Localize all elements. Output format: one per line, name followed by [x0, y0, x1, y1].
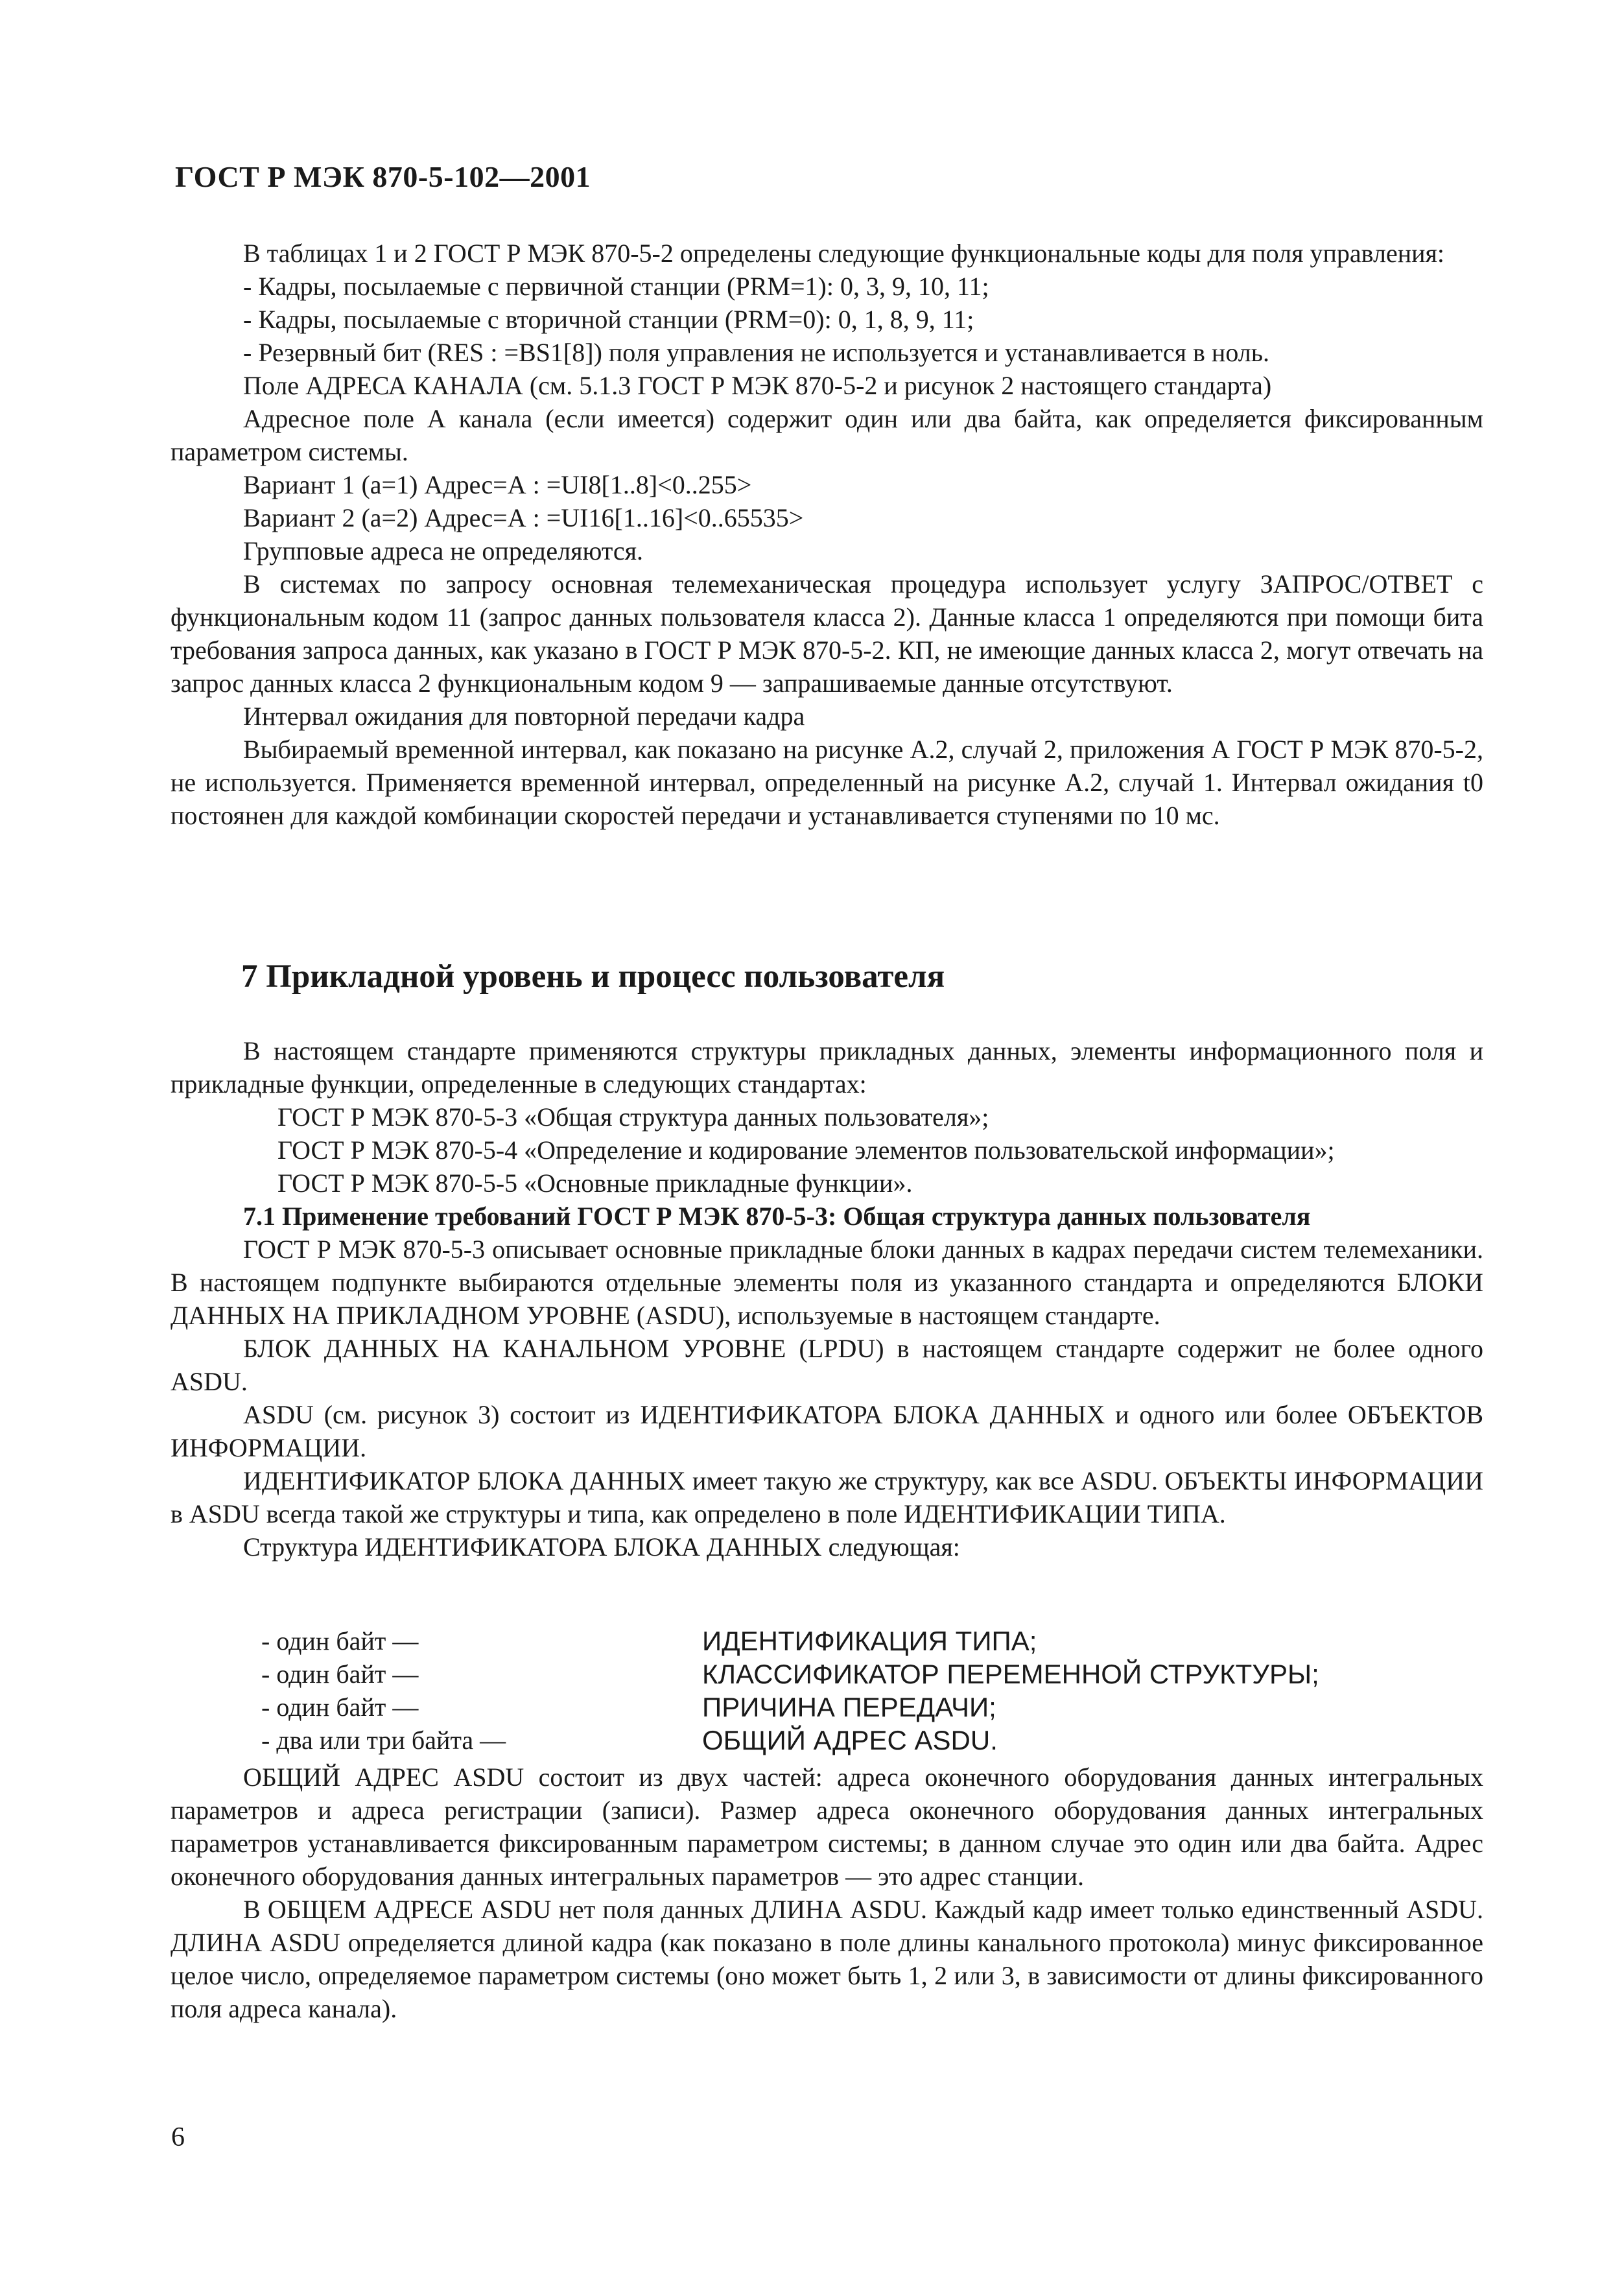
- structure-field: ИДЕНТИФИКАЦИЯ ТИПА;: [702, 1626, 1037, 1656]
- structure-row: [171, 1657, 1483, 1691]
- page-number: 6: [171, 2122, 185, 2152]
- reference-item: ГОСТ Р МЭК 870-5-5 «Основные прикладные функции».: [277, 1169, 913, 1198]
- structure-list: [171, 1624, 1483, 1757]
- paragraph: Вариант 1 (а=1) Адрес=А : =UI8[1..8]<0..255>: [243, 470, 752, 499]
- section-title: 7 Прикладной уровень и процесс пользователя: [241, 958, 945, 995]
- structure-field: ОБЩИЙ АДРЕС ASDU.: [702, 1725, 998, 1755]
- list-item: - Кадры, посылаемые с первичной станции (PRM=1): 0, 3, 9, 10, 11;: [243, 272, 989, 301]
- paragraph: Вариант 2 (а=2) Адрес=А : =UI16[1..16]<0..65535>: [243, 503, 804, 532]
- body-block-3: [171, 1761, 1483, 2025]
- paragraph: В настоящем стандарте применяются структуры прикладных данных, элементы информационного поля и прикладные функции, определенные в следующих стандартах:: [171, 1036, 1483, 1098]
- structure-size: - два или три байта —: [261, 1726, 506, 1755]
- body-block-2: [171, 1034, 1483, 1563]
- page-header: ГОСТ Р МЭК 870-5-102—2001: [175, 160, 591, 193]
- paragraph: БЛОК ДАННЫХ НА КАНАЛЬНОМ УРОВНЕ (LPDU) в настоящем стандарте содержит не более одного ASDU.: [171, 1334, 1483, 1396]
- structure-size: - один байт —: [261, 1692, 419, 1722]
- paragraph: В ОБЩЕМ АДРЕСЕ ASDU нет поля данных ДЛИНА ASDU. Каждый кадр имеет только единственный ASDU. ДЛИНА ASDU определяется длиной кадра (как показано в поле длины канального протокола) минус фиксированное целое число, определяемое параметром системы (оно может быть 1, 2 или 3, в зависимости от длины фиксированного поля адреса канала).: [171, 1895, 1483, 2023]
- list-item: - Резервный бит (RES : =BS1[8]) поля управления не используется и устанавливается в ноль.: [243, 338, 1270, 367]
- paragraph: Адресное поле А канала (если имеется) содержит один или два байта, как определяется фиксированным параметром системы.: [171, 404, 1483, 466]
- paragraph: ASDU (см. рисунок 3) состоит из ИДЕНТИФИКАТОРА БЛОКА ДАННЫХ и одного или более ОБЪЕКТОВ ИНФОРМАЦИИ.: [171, 1400, 1483, 1462]
- structure-size: - один байт —: [261, 1626, 419, 1656]
- paragraph: Групповые адреса не определяются.: [243, 536, 643, 565]
- paragraph: ОБЩИЙ АДРЕС ASDU состоит из двух частей: адреса оконечного оборудования данных интегральных параметров и адреса регистрации (записи). Размер адреса оконечного оборудования данных интегральных параметров устанавливается фиксированным параметром системы; в данном случае это один или два байта. Адрес оконечного оборудования данных интегральных параметров — это адрес станции.: [171, 1763, 1483, 1891]
- structure-row: [171, 1691, 1483, 1724]
- paragraph: Структура ИДЕНТИФИКАТОРА БЛОКА ДАННЫХ следующая:: [243, 1532, 960, 1562]
- reference-item: ГОСТ Р МЭК 870-5-3 «Общая структура данных пользователя»;: [277, 1102, 989, 1132]
- structure-row: [171, 1724, 1483, 1757]
- subsection-title: 7.1 Применение требований ГОСТ Р МЭК 870-5-3: Общая структура данных пользователя: [243, 1202, 1311, 1231]
- structure-size: - один байт —: [261, 1659, 419, 1689]
- paragraph: ИДЕНТИФИКАТОР БЛОКА ДАННЫХ имеет такую же структуру, как все ASDU. ОБЪЕКТЫ ИНФОРМАЦИИ в ASDU всегда такой же структуры и типа, как определено в поле ИДЕНТИФИКАЦИИ ТИПА.: [171, 1466, 1483, 1528]
- body-block-1: [171, 237, 1483, 832]
- structure-row: [171, 1624, 1483, 1657]
- paragraph: В системах по запросу основная телемеханическая процедура использует услугу ЗАПРОС/ОТВЕТ с функциональным кодом 11 (запрос данных пользователя класса 2). Данные класса 1 определяются при помощи бита требования запроса данных, как указано в ГОСТ Р МЭК 870-5-2. КП, не имеющие данных класса 2, могут отвечать на запрос данных класса 2 функциональным кодом 9 — запрашиваемые данные отсутствуют.: [171, 569, 1483, 698]
- structure-field: КЛАССИФИКАТОР ПЕРЕМЕННОЙ СТРУКТУРЫ;: [702, 1659, 1319, 1689]
- paragraph: Поле АДРЕСА КАНАЛА (см. 5.1.3 ГОСТ Р МЭК 870-5-2 и рисунок 2 настоящего стандарта): [243, 371, 1272, 400]
- reference-item: ГОСТ Р МЭК 870-5-4 «Определение и кодирование элементов пользовательской информации»;: [277, 1135, 1335, 1165]
- structure-field: ПРИЧИНА ПЕРЕДАЧИ;: [702, 1692, 996, 1722]
- paragraph: В таблицах 1 и 2 ГОСТ Р МЭК 870-5-2 определены следующие функциональные коды для поля управления:: [243, 239, 1445, 268]
- list-item: - Кадры, посылаемые с вторичной станции (PRM=0): 0, 1, 8, 9, 11;: [243, 305, 974, 334]
- paragraph: Выбираемый временной интервал, как показано на рисунке А.2, случай 2, приложения А ГОСТ Р МЭК 870-5-2, не используется. Применяется временной интервал, определенный на рисунке А.2, случай 1. Интервал ожидания t0 постоянен для каждой комбинации скоростей передачи и устанавливается ступенями по 10 мс.: [171, 735, 1483, 830]
- paragraph: ГОСТ Р МЭК 870-5-3 описывает основные прикладные блоки данных в кадрах передачи систем телемеханики. В настоящем подпункте выбираются отдельные элементы поля из указанного стандарта и определяются БЛОКИ ДАННЫХ НА ПРИКЛАДНОМ УРОВНЕ (ASDU), используемые в настоящем стандарте.: [171, 1235, 1483, 1330]
- paragraph: Интервал ожидания для повторной передачи кадра: [243, 702, 805, 731]
